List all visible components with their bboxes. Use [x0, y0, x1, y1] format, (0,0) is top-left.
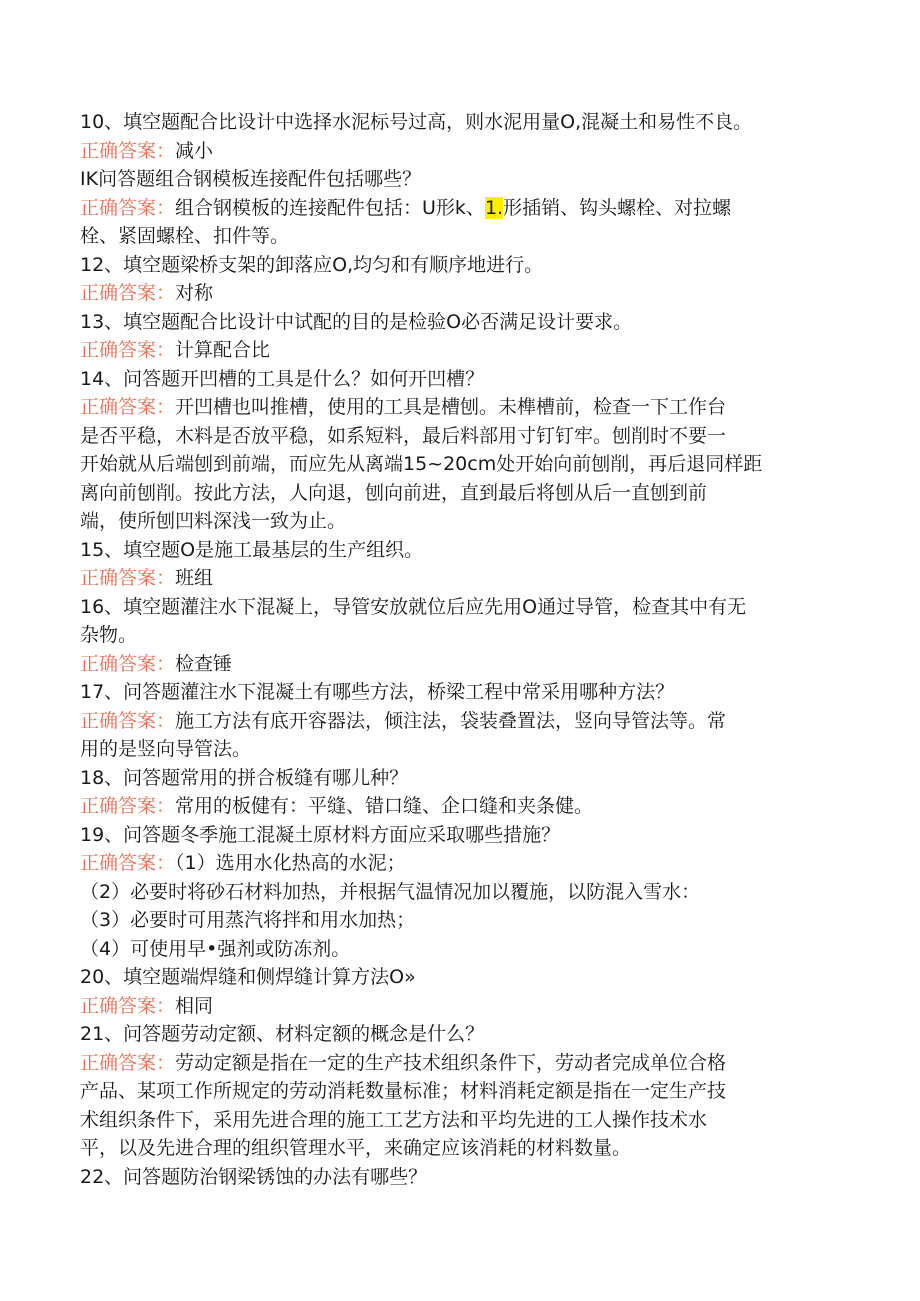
answer-text: 对称 — [175, 282, 214, 304]
answer-19-cont: （3）必要时可用蒸汽将拌和用水加热； — [80, 909, 416, 931]
answer-17-cont: 用的是竖向导管法。 — [80, 738, 252, 760]
answer-label: 正确答案： — [80, 196, 176, 219]
question-11: IK问答题组合钢模板连接配件包括哪些？ — [80, 168, 422, 190]
answer-label: 正确答案： — [80, 652, 176, 675]
answer-text: 常用的板健有：平缝、错口缝、企口缝和夹条健。 — [175, 795, 594, 817]
answer-label: 正确答案： — [80, 282, 176, 304]
answer-label: 正确答案： — [80, 709, 176, 732]
answer-text: 开凹槽也叫推槽，使用的工具是槽刨。未榫槽前，检查一下工作台 — [175, 396, 727, 418]
question-13: 13、填空题配合比设计中试配的目的是检验O必否满足设计要求。 — [80, 310, 633, 333]
question-16-cont: 杂物。 — [80, 624, 138, 646]
answer-text: 计算配合比 — [175, 339, 271, 361]
answer-label: 正确答案： — [80, 1051, 176, 1074]
question-14: 14、问答题开凹槽的工具是什么？如何开凹槽？ — [80, 367, 485, 390]
answer-21-cont: 术组织条件下，采用先进合理的施工工艺方法和平均先进的工人操作技术水 — [80, 1108, 708, 1131]
answer-13 — [80, 336, 840, 365]
answer-16 — [80, 650, 840, 679]
highlighted-text: 1. — [484, 196, 504, 219]
answer-text: 减小 — [175, 139, 214, 162]
question-10: 10、填空题配合比设计中选择水泥标号过高，则水泥用量O,混凝土和易性不良。 — [80, 111, 753, 133]
answer-10 — [80, 137, 840, 166]
question-12: 12、填空题梁桥支架的卸落应O,均匀和有顺序地进行。 — [80, 253, 544, 276]
answer-14-cont: 端，使所刨凹料深浅一致为止。 — [80, 510, 347, 532]
answer-11-cont: 栓、紧固螺栓、扣件等。 — [80, 225, 290, 247]
answer-text: 班组 — [175, 567, 214, 589]
answer-11 — [80, 194, 840, 223]
answer-19-cont: （4）可使用早•强剂或防冻剂。 — [80, 937, 351, 960]
answer-14-cont: 是否平稳，木料是否放平稳，如系短料，最后料部用寸钉钉牢。刨削时不要一 — [80, 424, 727, 447]
answer-18 — [80, 792, 840, 821]
answer-label: 正确答案： — [80, 994, 176, 1017]
answer-12 — [80, 279, 840, 308]
answer-21-cont: 产品、某项工作所规定的劳动消耗数量标准；材料消耗定额是指在一定生产技 — [80, 1080, 727, 1102]
question-22: 22、问答题防治钢梁锈蚀的办法有哪些？ — [80, 1165, 428, 1188]
question-16: 16、填空题灌注水下混凝上，导管安放就位后应先用O通过导管，检查其中有无 — [80, 595, 747, 618]
answer-label: 正确答案： — [80, 396, 176, 418]
answer-text: 组合钢模板的连接配件包括：U形k、 — [175, 196, 485, 219]
answer-14-cont: 离向前刨削。按此方法，人向退，刨向前进，直到最后将刨从后一直刨到前 — [80, 481, 708, 504]
question-17: 17、问答题灌注水下混凝土有哪些方法，桥梁工程中常采用哪种方法？ — [80, 681, 675, 703]
answer-label: 正确答案： — [80, 795, 176, 817]
document-page — [80, 108, 840, 1191]
answer-15 — [80, 564, 840, 593]
answer-21 — [80, 1049, 840, 1078]
answer-14-cont: 开始就从后端刨到前端，而应先从离端15~20cm处开始向前刨削，再后退同样距 — [80, 453, 763, 475]
answer-21-cont: 平，以及先进合理的组织管理水平，来确定应该消耗的材料数量。 — [80, 1137, 632, 1159]
question-21: 21、问答题劳动定额、材料定额的概念是什么？ — [80, 1023, 485, 1045]
answer-label: 正确答案： — [80, 567, 176, 589]
answer-text: 劳动定额是指在一定的生产技术组织条件下，劳动者完成单位合格 — [175, 1051, 727, 1074]
question-15: 15、填空题O是施工最基层的生产组织。 — [80, 538, 424, 561]
answer-text: 相同 — [175, 994, 214, 1017]
answer-label: 正确答案： — [80, 852, 176, 874]
answer-text: 形插销、钩头螺栓、对拉螺 — [503, 196, 732, 219]
question-20: 20、填空题端焊缝和侧焊缝计算方法O» — [80, 966, 416, 988]
question-18: 18、问答题常用的拼合板缝有哪儿种？ — [80, 766, 409, 789]
answer-text: （1）选用水化热高的水泥； — [175, 852, 406, 874]
answer-19 — [80, 849, 840, 878]
answer-label: 正确答案： — [80, 139, 176, 162]
answer-20 — [80, 992, 840, 1021]
answer-text: 施工方法有底开容器法，倾注法，袋装叠置法，竖向导管法等。常 — [175, 709, 727, 732]
answer-19-cont: （2）必要时将砂石材料加热，并根据气温情况加以覆施，以防混入雪水： — [80, 880, 701, 903]
answer-text: 检查锤 — [175, 652, 233, 675]
question-19: 19、问答题冬季施工混凝土原材料方面应采取哪些措施？ — [80, 823, 561, 846]
answer-label: 正确答案： — [80, 339, 176, 361]
answer-17 — [80, 707, 840, 736]
answer-14 — [80, 393, 840, 422]
